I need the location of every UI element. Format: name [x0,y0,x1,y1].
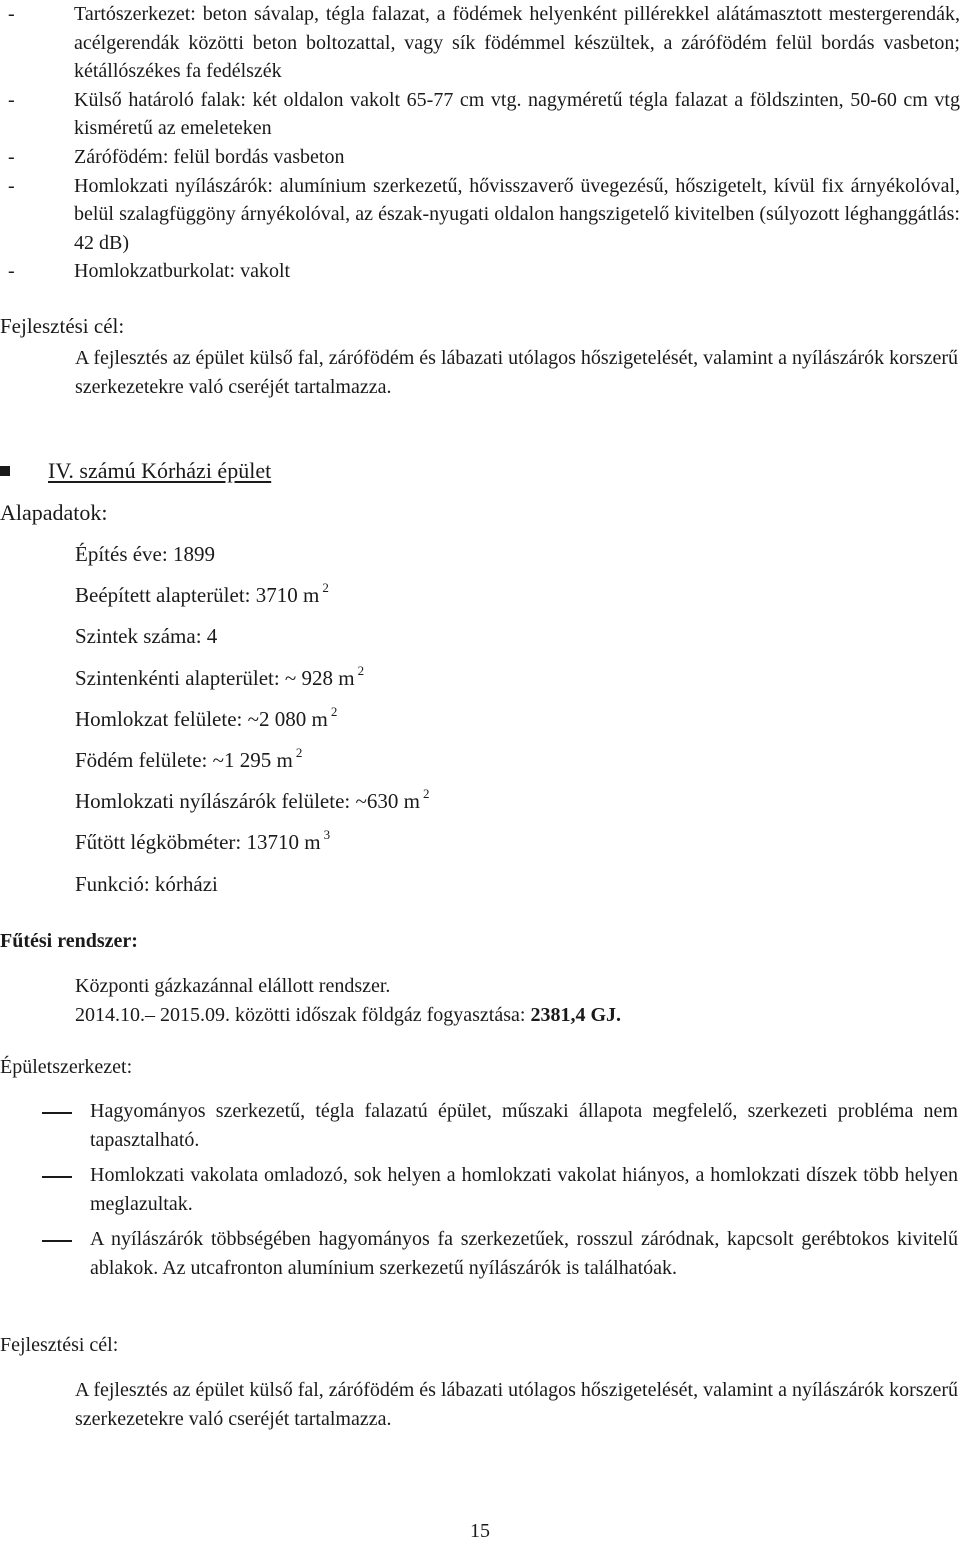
heating-heading-text: Fűtési rendszer: [0,930,138,952]
data-row: Szintenkénti alapterület: ~ 928 m $^2$ [75,662,365,690]
square-bullet-icon [0,466,10,476]
list-item [38,1097,958,1155]
list-item-text: Homlokzati nyílászárók: alumínium szerkezetű, hővisszaverő üvegezésű, hőszigetelt, kívül fix árnyékolóval, belül szalagfüggöny árnyékolóval, az észak-nyugati oldalon hangszigetelő kivitelben (súlyozott léghanggátlás: 42 dB) [74,174,960,254]
list-item-text: Tartószerkezet: beton sávalap, tégla falazat, a födémek helyenként pillérekkel alátámasztott mestergerendák, acélgerendák közötti beton boltozattal, vagy sík födémmel készültek, a zárófödém felül bordás vasbeton; kétállószékes fa fedélszék [74,3,960,83]
data-row: Homlokzati nyílászárók felülete: ~630 m $^2$ [75,786,430,814]
page-number: 15 [470,1520,490,1542]
base-data-heading: Alapadatok: [0,500,108,525]
dash-bullet: - [8,174,15,197]
data-row: Beépített alapterület: 3710 m $^2$ [75,580,329,608]
data-row: Fűtött légköbméter: 13710 m $^3$ [75,827,331,855]
list-item-text: Külső határoló falak: két oldalon vakolt 65-77 cm vtg. nagyméretű tégla falazat a földszinten, 50-60 cm vtg kisméretű az emeleteken [74,88,960,140]
base-data-list [75,538,775,909]
heating-line-1: Központi gázkazánnal elállott rendszer. [75,975,391,997]
list-item [38,1161,958,1219]
building-properties-list [8,0,960,286]
list-item-text: A nyílászárók többségében hagyományos fa szerkezetűek, rosszul záródnak, kapcsolt gerébtokos kivitelű ablakok. Az utcafronton alumínium szerkezetű nyílászárók is találhatóak. [90,1228,958,1279]
dash-bullet [38,1161,90,1219]
data-row: Szintek száma: 4 [75,624,218,649]
list-item [8,86,960,143]
development-goal-heading: Fejlesztési cél: [0,1334,119,1356]
section-title [0,458,271,484]
list-item-text: Homlokzatburkolat: vakolt [74,260,291,283]
dash-bullet: - [8,145,15,168]
dash-bullet [38,1097,90,1155]
data-row: Funkció: kórházi [75,871,218,896]
dash-bullet: - [8,3,15,25]
structure-list [38,1097,958,1289]
list-item [8,257,960,286]
data-row: Födém felülete: ~1 295 m $^2$ [75,744,303,772]
list-item-text: Homlokzati vakolata omladozó, sok helyen a homlokzati vakolat hiányos, a homlokzati díszek több helyen meglazultak. [90,1164,958,1215]
section-title-text: IV. számú Kórházi épület [48,458,272,483]
data-row: Homlokzat felülete: ~2 080 m $^2$ [75,703,338,731]
list-item-text: Zárófödém: felül bordás vasbeton [74,145,345,168]
dash-bullet [38,1225,90,1283]
structure-heading: Épületszerkezet: [0,1056,133,1078]
dash-bullet: - [8,260,15,283]
data-row: Építés éve: 1899 [75,542,215,566]
heating-text [75,972,958,1030]
development-goal-text: A fejlesztés az épület külső fal, zárófödém és lábazati utólagos hőszigetelését, valamint a nyílászárók korszerű szerkezetekre való cseréjét tartalmazza. [75,347,958,398]
list-item [8,172,960,258]
list-item-text: Hagyományos szerkezetű, tégla falazatú épület, műszaki állapota megfelelő, szerkezeti probléma nem tapasztalható. [90,1100,958,1151]
list-item [8,143,960,172]
heating-line-2: 2014.10.– 2015.09. közötti időszak földgáz fogyasztása: 2381,4 GJ. [75,1004,622,1026]
development-goal-text: A fejlesztés az épület külső fal, zárófödém és lábazati utólagos hőszigetelését, valamint a nyílászárók korszerű szerkezetekre való cseréjét tartalmazza. [75,1379,958,1430]
development-goal-heading: Fejlesztési cél: [0,314,125,338]
gas-consumption-value: 2381,4 GJ. [530,1004,622,1026]
dash-bullet: - [8,88,15,111]
heating-heading [0,930,138,953]
list-item [38,1225,958,1283]
list-item [8,0,960,86]
